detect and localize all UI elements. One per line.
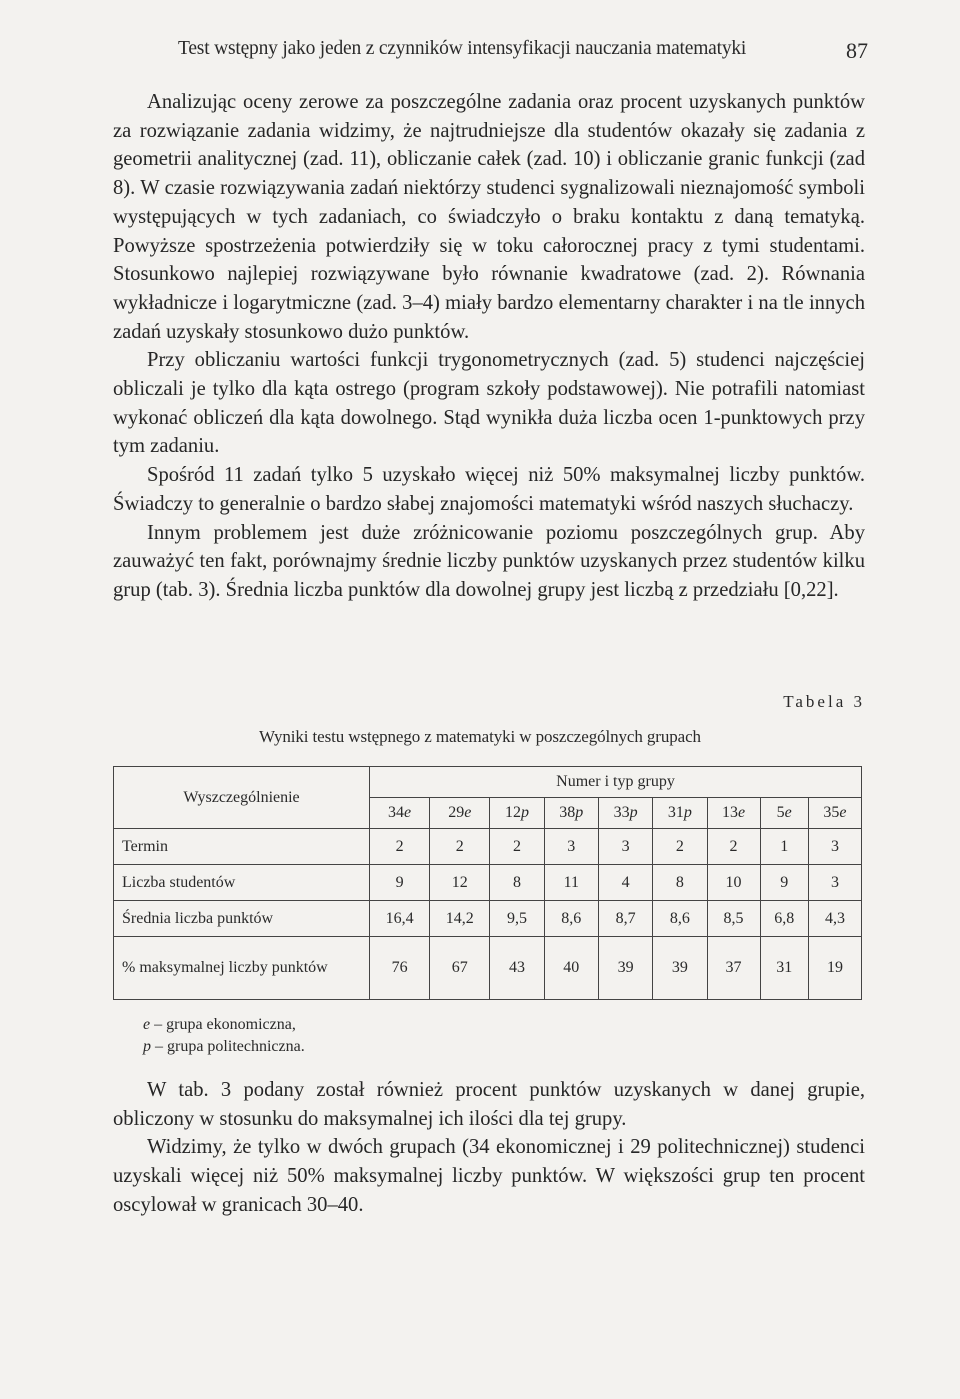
table-cell: 12 [430, 865, 490, 901]
group-number: 38 [559, 804, 576, 821]
table-cell: 39 [653, 937, 707, 1000]
group-cell [707, 798, 760, 829]
group-type: e [737, 804, 746, 821]
header-title: Test wstępny jako jeden z czynników intensyfikacji nauczania matematyki [178, 38, 747, 59]
group-cell [760, 798, 808, 829]
table-cell: 4,3 [808, 901, 861, 937]
group-type: p [629, 804, 638, 821]
table-cell: 67 [430, 937, 490, 1000]
table-cell: 8 [653, 865, 707, 901]
table-cell: 8,7 [598, 901, 652, 937]
group-type: p [520, 804, 529, 821]
table-cell: 19 [808, 937, 861, 1000]
table-cell: 9,5 [490, 901, 544, 937]
paragraph: Widzimy, że tylko w dwóch grupach (34 ekonomicznej i 29 politechnicznej) studenci uzyskali więcej niż 50% maksymalnej liczby punktów. W większości grup ten procent oscylował w granicach 30–40. [113, 1136, 865, 1216]
spec-header: Wyszczególnienie [114, 767, 370, 829]
row-label: Termin [114, 829, 370, 865]
group-type: e [839, 804, 847, 821]
table-cell: 14,2 [430, 901, 490, 937]
paragraph: Analizując oceny zerowe za poszczególne zadania oraz procent uzyskanych punktów za rozwiązanie zadania widzimy, że najtrudniejsze dla studentów okazały się zadania z geometrii analitycznej (zad. 11), obliczanie całek (zad. 10) i obliczanie granic funkcji (zad 8). W czasie rozwiązywania zadań niektórzy studenci sygnalizowali nieznajomość symboli występujących w tych zadaniach, co świadczyło o braku kontaktu z daną tematyką. Powyższe spostrzeżenia potwierdziły się w toku całorocznej pracy z tymi studentami. Stosunkowo najlepiej rozwiązywane było równanie kwadratowe (zad. 2). Równania wykładnicze i logarytmiczne (zad. 3–4) miały bardzo elementarny charakter i na tle innych zadań uzyskały stosunkowo dużo punktów. [113, 91, 865, 343]
table-row [114, 865, 862, 901]
table-cell: 6,8 [760, 901, 808, 937]
table-cell: 9 [370, 865, 430, 901]
group-cell [808, 798, 861, 829]
table-cell: 8 [490, 865, 544, 901]
table-cell: 37 [707, 937, 760, 1000]
table-cell: 40 [544, 937, 598, 1000]
row-label: % maksymalnej liczby punktów [114, 937, 370, 1000]
paragraph: Przy obliczaniu wartości funkcji trygonometrycznych (zad. 5) studenci najczęściej obliczali je tylko dla kąta ostrego (program szkoły podstawowej). Nie potrafili natomiast wykonać obliczeń dla kąta dowolnego. Stąd wynikła duża liczba ocen 1-punktowych przy tym zadaniu. [113, 349, 865, 458]
table-caption: Wyniki testu wstępnego z matematyki w poszczególnych grupach [259, 727, 701, 746]
table-cell: 3 [544, 829, 598, 865]
table-header-row [114, 767, 862, 798]
page-number: 87 [846, 38, 868, 63]
row-label: Średnia liczba punktów [114, 901, 370, 937]
table-row [114, 901, 862, 937]
legend-item [143, 1036, 305, 1058]
table-body [114, 829, 862, 1000]
table-cell: 11 [544, 865, 598, 901]
group-cell [490, 798, 544, 829]
table-cell: 8,6 [544, 901, 598, 937]
table-cell: 3 [808, 829, 861, 865]
row-label: Liczba studentów [114, 865, 370, 901]
table-cell: 43 [490, 937, 544, 1000]
group-number: 29 [448, 804, 465, 821]
group-number: 33 [613, 804, 630, 821]
table-cell: 3 [808, 865, 861, 901]
table-cell: 76 [370, 937, 430, 1000]
table-label: Tabela 3 [783, 692, 865, 711]
group-type: e [464, 804, 472, 821]
table-legend [143, 1014, 305, 1058]
group-cell [544, 798, 598, 829]
group-number: 35 [823, 804, 840, 821]
group-cell [370, 798, 430, 829]
legend-text: – grupa ekonomiczna, [150, 1016, 296, 1033]
paragraph: Innym problemem jest duże zróżnicowanie poziomu poszczególnych grup. Aby zauważyć ten fakt, porównajmy średnie liczby punktów uzyskanych przez studentów kilku grup (tab. 3). Średnia liczba punktów dla dowolnej grupy jest liczbą z przedziału [0,22]. [113, 521, 865, 601]
group-type: e [784, 804, 792, 821]
group-type: e [404, 804, 412, 821]
legend-symbol: e [143, 1016, 151, 1033]
table-cell: 31 [760, 937, 808, 1000]
body-text [113, 88, 865, 605]
group-type: p [683, 804, 692, 821]
group-type: p [575, 804, 584, 821]
legend-symbol: p [143, 1038, 151, 1055]
table-cell: 2 [430, 829, 490, 865]
table-cell: 2 [707, 829, 760, 865]
table-row [114, 937, 862, 1000]
results-table [113, 766, 862, 1000]
table-cell: 16,4 [370, 901, 430, 937]
paragraph: Spośród 11 zadań tylko 5 uzyskało więcej niż 50% maksymalnej liczby punktów. Świadczy to generalnie o bardzo słabej znajomości matematyki wśród naszych słuchaczy. [113, 464, 865, 515]
table-cell: 8,6 [653, 901, 707, 937]
group-cell [598, 798, 652, 829]
legend-text: – grupa politechniczna. [151, 1038, 305, 1055]
group-cell [430, 798, 490, 829]
group-number: 12 [504, 804, 521, 821]
table-cell: 9 [760, 865, 808, 901]
group-number: 5 [776, 804, 785, 821]
table-cell: 3 [598, 829, 652, 865]
group-cell [653, 798, 707, 829]
table-row [114, 829, 862, 865]
group-number: 31 [667, 804, 684, 821]
table-cell: 4 [598, 865, 652, 901]
paragraph: W tab. 3 podany został również procent punktów uzyskanych w danej grupie, obliczony w stosunku do maksymalnej ich ilości dla tej grupy. [113, 1079, 865, 1130]
table-cell: 10 [707, 865, 760, 901]
table-cell: 2 [653, 829, 707, 865]
group-number: 13 [721, 804, 738, 821]
group-number: 34 [388, 804, 405, 821]
legend-item [143, 1014, 305, 1036]
table-cell: 2 [370, 829, 430, 865]
table-cell: 1 [760, 829, 808, 865]
table-cell: 39 [598, 937, 652, 1000]
table-cell: 8,5 [707, 901, 760, 937]
body-text-continued [113, 1076, 865, 1220]
table-cell: 2 [490, 829, 544, 865]
group-header: Numer i typ grupy [370, 767, 862, 798]
